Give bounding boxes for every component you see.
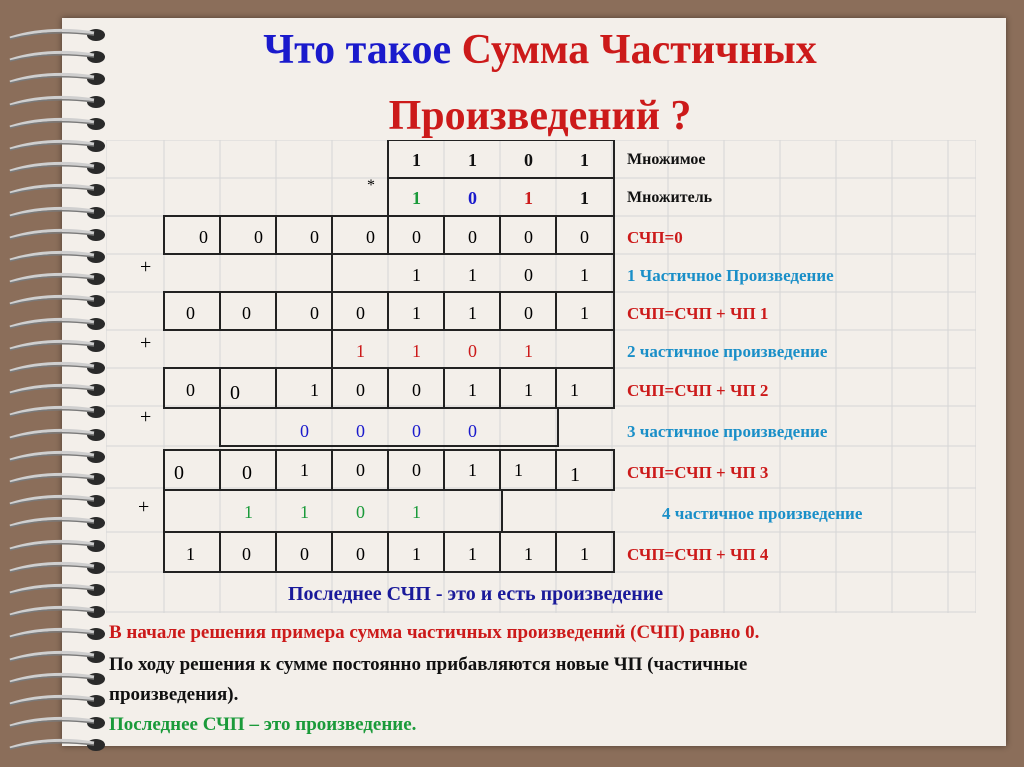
digit: 1: [412, 303, 421, 323]
digit: 0: [524, 265, 533, 285]
digit: 1: [468, 303, 477, 323]
plus-sign: +: [140, 406, 152, 428]
digit: 0: [199, 227, 208, 247]
digit: 1: [468, 380, 477, 400]
row-label: СЧП=СЧП + ЧП 1: [627, 304, 769, 323]
digit: 1: [468, 460, 477, 480]
spiral-ring: [8, 561, 106, 575]
spiral-ring: [8, 472, 106, 486]
spiral-ring: [8, 672, 106, 686]
multiplicand-digit: 1: [412, 150, 421, 170]
digit: 0: [356, 421, 365, 441]
digit: 0: [366, 227, 375, 247]
title-part1: Что такое: [263, 27, 462, 73]
digit: 1: [580, 265, 589, 285]
digit: 0: [242, 544, 251, 564]
digit: 0: [356, 303, 365, 323]
digit: 1: [468, 265, 477, 285]
row-label: 4 частичное произведение: [662, 504, 863, 523]
spiral-ring: [8, 716, 106, 730]
digit: 0: [310, 227, 319, 247]
spiral-ring: [8, 339, 106, 353]
digit: 0: [412, 460, 421, 480]
spiral-ring: [8, 539, 106, 553]
row-label: СЧП=СЧП + ЧП 4: [627, 545, 769, 564]
multiplicand-digit: 1: [580, 150, 589, 170]
digit: 0: [524, 303, 533, 323]
row-label: СЧП=0: [627, 228, 683, 247]
multiplicand-digit: 1: [468, 150, 477, 170]
digit: 1: [244, 502, 253, 522]
digit-box: [220, 408, 558, 446]
digit-box: [164, 490, 502, 532]
digit: 0: [580, 227, 589, 247]
digit: 1: [524, 341, 533, 361]
plus-sign: +: [140, 256, 152, 278]
digit: 0: [356, 544, 365, 564]
row-label: СЧП=СЧП + ЧП 2: [627, 381, 769, 400]
plus-sign: +: [138, 496, 150, 518]
spiral-ring: [8, 627, 106, 641]
digit: 1: [300, 460, 309, 480]
digit: 0: [468, 227, 477, 247]
row-label: 1 Частичное Произведение: [627, 266, 834, 285]
spiral-ring: [8, 294, 106, 308]
digit: 1: [310, 380, 319, 400]
digit: 1: [412, 544, 421, 564]
digit: 1: [524, 544, 533, 564]
page-title-line1: [90, 26, 990, 74]
digit: 1: [468, 544, 477, 564]
digit: 1: [524, 380, 533, 400]
row-label: 2 частичное произведение: [627, 342, 828, 361]
row-label: СЧП=СЧП + ЧП 3: [627, 463, 769, 482]
multiplier-digit: 1: [524, 188, 533, 208]
digit: 1: [570, 464, 580, 486]
spiral-ring: [8, 161, 106, 175]
spiral-ring: [8, 72, 106, 86]
digit: 1: [514, 460, 523, 480]
spiral-ring: [8, 516, 106, 530]
digit: 0: [356, 380, 365, 400]
spiral-ring: [8, 605, 106, 619]
digit: 1: [570, 380, 579, 400]
spiral-ring: [8, 250, 106, 264]
spiral-ring: [8, 272, 106, 286]
digit: 1: [300, 502, 309, 522]
digit: 0: [310, 303, 319, 323]
digit: 1: [580, 303, 589, 323]
spiral-ring: [8, 450, 106, 464]
digit: 1: [412, 502, 421, 522]
spiral-ring: [8, 738, 106, 752]
digit: 0: [242, 303, 251, 323]
spiral-ring: [8, 694, 106, 708]
multiplier-digit: 1: [412, 188, 421, 208]
footer-line-3: произведения).: [109, 684, 239, 705]
digit: 0: [186, 303, 195, 323]
digit: 1: [580, 544, 589, 564]
digit: 0: [412, 421, 421, 441]
page-title-line2: Произведений ?: [388, 93, 692, 139]
footer-line-1: В начале решения примера сумма частичных произведений (СЧП) равно 0.: [109, 622, 760, 643]
spiral-ring: [8, 428, 106, 442]
spiral-ring: [8, 206, 106, 220]
plus-sign: +: [140, 332, 152, 354]
digit: 0: [254, 227, 263, 247]
digit: 1: [412, 265, 421, 285]
digit: 0: [230, 382, 240, 404]
spiral-ring: [8, 183, 106, 197]
digit: 0: [468, 421, 477, 441]
spiral-ring: [8, 583, 106, 597]
spiral-ring: [8, 228, 106, 242]
digit: 1: [356, 341, 365, 361]
digit: 0: [356, 502, 365, 522]
spiral-ring: [8, 650, 106, 664]
title-part2: Сумма Частичных: [461, 27, 817, 73]
spiral-ring: [8, 139, 106, 153]
row-label: 3 частичное произведение: [627, 422, 828, 441]
spiral-ring: [8, 383, 106, 397]
multiplier-digit: 1: [580, 188, 589, 208]
footer-line-4: Последнее СЧП – это произведение.: [109, 714, 417, 735]
digit: 0: [174, 462, 184, 484]
spiral-ring: [8, 361, 106, 375]
digit: 0: [524, 227, 533, 247]
digit: 1: [186, 544, 195, 564]
digit: 0: [186, 380, 195, 400]
multiply-sign: *: [367, 177, 375, 194]
footer-line-2: По ходу решения к сумме постоянно прибавляются новые ЧП (частичные: [109, 654, 748, 675]
digit: 0: [412, 380, 421, 400]
digit: 0: [300, 421, 309, 441]
spiral-ring: [8, 317, 106, 331]
digit: 1: [412, 341, 421, 361]
digit: 0: [300, 544, 309, 564]
result-note: Последнее СЧП - это и есть произведение: [288, 583, 664, 605]
spiral-ring: [8, 494, 106, 508]
digit: 0: [242, 462, 252, 484]
digit: 0: [412, 227, 421, 247]
multiplier-label: Множитель: [627, 189, 713, 206]
spiral-ring: [8, 405, 106, 419]
multiplication-grid: [106, 140, 976, 613]
multiplicand-digit: 0: [524, 150, 533, 170]
multiplicand-label: Множимое: [627, 151, 706, 168]
digit: 0: [468, 341, 477, 361]
digit: 0: [356, 460, 365, 480]
multiplier-digit: 0: [468, 188, 477, 208]
